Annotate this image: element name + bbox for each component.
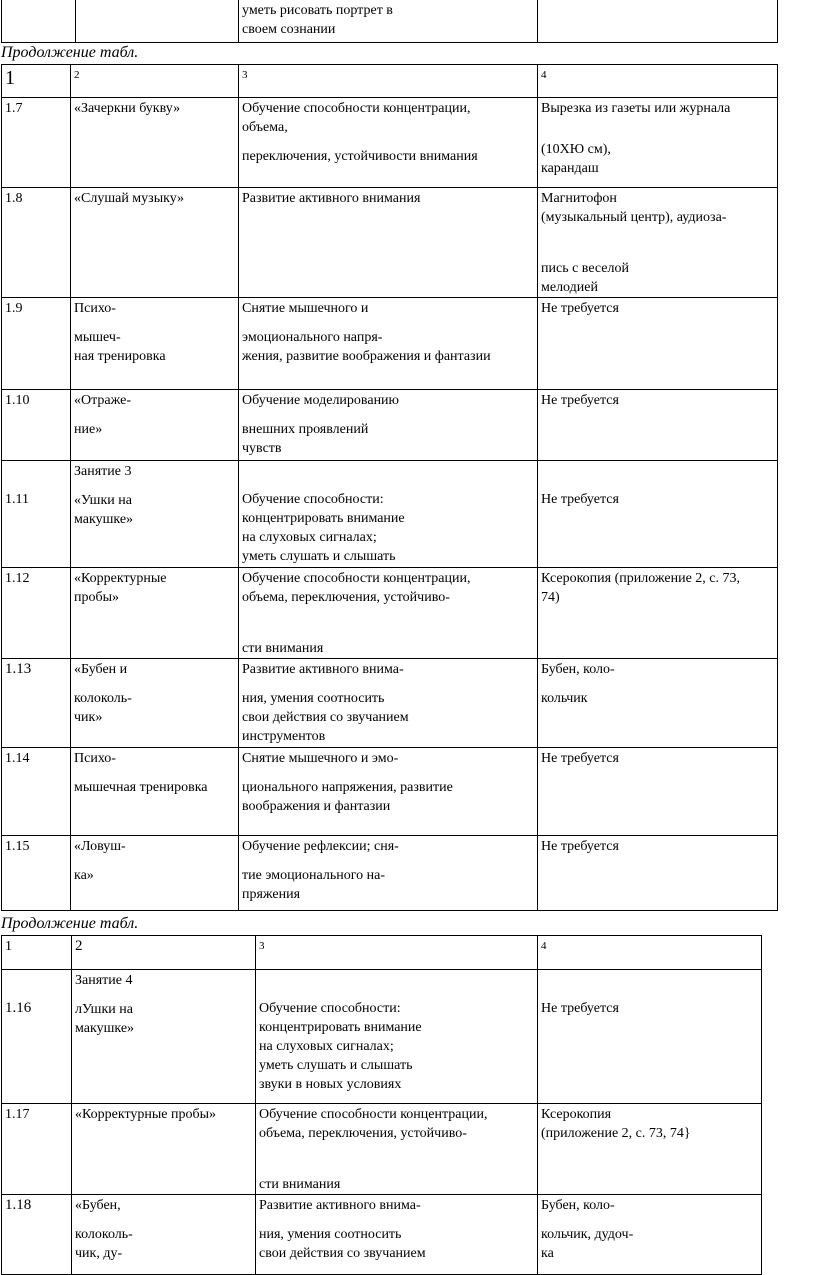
goal-text: переключения, устойчивости внимания — [242, 149, 478, 164]
goal-text: Снятие мышечного и — [242, 301, 369, 316]
row-number: 1.7 — [5, 101, 23, 116]
row-number: 1.12 — [5, 571, 30, 586]
cell-materials — [538, 298, 778, 390]
materials-text: кольчик, дудоч- — [541, 1227, 634, 1242]
goal-text: на слуховых сигналах; — [259, 1039, 394, 1054]
materials-text: Не требуется — [541, 839, 619, 854]
cell-name — [71, 188, 239, 298]
header-cell — [538, 65, 778, 98]
materials-text: Бубен, коло- — [541, 1198, 615, 1213]
goal-text: пряжения — [242, 887, 301, 902]
header-text: 4 — [541, 69, 547, 81]
goal-text: Обучение способности концентрации, — [259, 1107, 488, 1122]
goal-text: сти внимания — [242, 641, 324, 656]
activity-name: ние» — [74, 422, 103, 437]
header-cell — [2, 936, 72, 970]
table-row — [2, 836, 778, 911]
cell-goal — [239, 836, 538, 911]
table-continuation-caption: Продолжение табл. — [1, 44, 139, 61]
cell-name — [71, 461, 239, 568]
lesson-label: Занятие 3 — [74, 464, 132, 479]
activity-name: «Отраже- — [74, 393, 131, 408]
cell-goal — [239, 0, 538, 43]
cell-num — [2, 98, 71, 188]
cell-name — [71, 748, 239, 836]
row-number: 1.15 — [5, 839, 30, 854]
cell-materials — [538, 748, 778, 836]
materials-text: карандаш — [541, 161, 599, 176]
materials-text: (10ХЮ см), — [541, 142, 611, 157]
goal-text: эмоционального напря- — [242, 330, 383, 345]
cell-goal — [239, 188, 538, 298]
cell-materials — [538, 98, 778, 188]
goal-text: ционального напряжения, развитие — [242, 780, 453, 795]
cell-num — [2, 970, 72, 1104]
header-text: 4 — [541, 940, 547, 952]
materials-text: Бубен, коло- — [541, 662, 615, 677]
table-row — [2, 1195, 762, 1275]
row-number: 1.16 — [5, 1000, 32, 1016]
activity-name: Психо- — [74, 301, 116, 316]
cell-text: своем сознании — [242, 22, 336, 37]
cell-name — [71, 568, 239, 659]
table-continuation-caption: Продолжение табл. — [1, 915, 139, 932]
materials-text: Ксерокопия — [541, 1107, 612, 1122]
table-row — [2, 659, 778, 748]
goal-text: Снятие мышечного и эмо- — [242, 751, 399, 766]
goal-text: тие эмоционального на- — [242, 868, 386, 883]
cell-materials — [538, 1195, 762, 1275]
materials-text: ка — [541, 1246, 554, 1261]
table-row — [2, 568, 778, 659]
goal-text: свои действия со звучанием — [259, 1246, 426, 1261]
activity-name: «Ловуш- — [74, 839, 126, 854]
cell-num — [2, 188, 71, 298]
goal-text: Развитие активного внима- — [242, 662, 404, 677]
goal-text: ния, умения соотносить — [242, 691, 385, 706]
materials-text: Не требуется — [541, 1001, 619, 1016]
materials-text: Не требуется — [541, 492, 619, 507]
table-header-row — [2, 65, 778, 98]
goal-text: ния, умения соотносить — [259, 1227, 402, 1242]
cell-name — [71, 836, 239, 911]
activity-name: макушке» — [74, 512, 134, 527]
activity-name: «Ушки на — [74, 493, 132, 508]
header-text: 1 — [5, 67, 15, 89]
row-number: 1.17 — [5, 1107, 30, 1122]
cell-materials — [538, 0, 778, 43]
table-row — [2, 748, 778, 836]
cell-num — [2, 836, 71, 911]
cell-text: уметь рисовать портрет в — [242, 3, 393, 18]
cell-name — [71, 98, 239, 188]
cell-materials — [538, 568, 778, 659]
cell-goal — [239, 659, 538, 748]
cell-goal — [239, 461, 538, 568]
header-text: 1 — [5, 939, 12, 954]
activities-table-2 — [1, 935, 762, 1275]
cell-name — [71, 298, 239, 390]
goal-text: уметь слушать и слышать — [242, 549, 396, 564]
header-cell — [538, 936, 762, 970]
materials-text: Не требуется — [541, 393, 619, 408]
goal-text: уметь слушать и слышать — [259, 1058, 413, 1073]
cell-materials — [538, 659, 778, 748]
row-number: 1.8 — [5, 191, 23, 206]
cell-name — [72, 1104, 256, 1195]
goal-text: объема, переключения, устойчиво- — [242, 590, 450, 605]
cell-goal — [256, 1104, 538, 1195]
goal-text: Развитие активного внимания — [242, 191, 421, 206]
goal-text: чувств — [242, 441, 282, 456]
cell-name — [72, 1195, 256, 1275]
goal-text: внешних проявлений — [242, 422, 369, 437]
activity-name: ная тренировка — [74, 349, 166, 364]
cell-name — [71, 659, 239, 748]
table-row — [2, 461, 778, 568]
activity-name: колоколь- — [74, 691, 132, 706]
cell-num — [2, 298, 71, 390]
cell-materials — [538, 461, 778, 568]
goal-text: объема, переключения, устойчиво- — [259, 1126, 467, 1141]
cell-materials — [538, 188, 778, 298]
row-number: 1.13 — [5, 661, 32, 677]
lesson-label: Занятие 4 — [75, 973, 133, 988]
cell-goal — [239, 390, 538, 461]
activity-name: «Слушай музыку» — [74, 191, 185, 206]
goal-text: на слуховых сигналах; — [242, 530, 377, 545]
goal-text: звуки в новых условиях — [259, 1077, 402, 1092]
activity-name: пробы» — [74, 590, 120, 605]
row-number: 1.14 — [5, 751, 30, 766]
cell-goal — [239, 568, 538, 659]
table-row — [2, 0, 778, 43]
goal-text: сти внимания — [259, 1177, 341, 1192]
goal-text: объема, — [242, 120, 288, 135]
cell-name — [72, 970, 256, 1104]
header-text: 2 — [74, 69, 80, 81]
row-number: 1.10 — [5, 393, 30, 408]
table-header-row — [2, 936, 762, 970]
header-cell — [239, 65, 538, 98]
top-fragment-table — [1, 0, 778, 43]
cell-goal — [239, 98, 538, 188]
activity-name: «Корректурные пробы» — [75, 1107, 217, 1122]
table-row — [2, 970, 762, 1104]
table-row — [2, 298, 778, 390]
materials-text: Магнитофон — [541, 191, 617, 206]
materials-text: (приложение 2, с. 73, 74} — [541, 1126, 691, 1141]
goal-text: концентрировать внимание — [259, 1020, 422, 1035]
materials-text: Не требуется — [541, 301, 619, 316]
materials-text: пись с веселой — [541, 261, 629, 276]
goal-text: концентрировать внимание — [242, 511, 405, 526]
header-cell — [256, 936, 538, 970]
activity-name: чик, ду- — [75, 1246, 123, 1261]
activity-name: Психо- — [74, 751, 116, 766]
goal-text: Обучение рефлексии; сня- — [242, 839, 399, 854]
cell-materials — [538, 970, 762, 1104]
activity-name: мышечная тренировка — [74, 780, 208, 795]
goal-text: Развитие активного внима- — [259, 1198, 421, 1213]
activity-name: лУшки на — [75, 1002, 133, 1017]
goal-text: Обучение способности концентрации, — [242, 101, 471, 116]
header-cell — [2, 65, 71, 98]
activity-name: ка» — [74, 868, 94, 883]
goal-text: жения, развитие воображения и фантазии — [242, 349, 491, 364]
cell-goal — [239, 298, 538, 390]
table-row — [2, 188, 778, 298]
cell-num — [2, 659, 71, 748]
cell-materials — [538, 1104, 762, 1195]
activity-name: «Корректурные — [74, 571, 167, 586]
header-cell — [72, 936, 256, 970]
row-number: 1.11 — [5, 492, 29, 507]
activity-name: мышеч- — [74, 330, 121, 345]
goal-text: Обучение моделированию — [242, 393, 400, 408]
goal-text: воображения и фантазии — [242, 799, 391, 814]
goal-text: Обучение способности: — [242, 492, 384, 507]
cell-num — [2, 748, 71, 836]
goal-text: свои действия со звучанием — [242, 710, 409, 725]
cell-num — [2, 568, 71, 659]
goal-text: Обучение способности концентрации, — [242, 571, 471, 586]
cell-name — [76, 0, 239, 43]
activity-name: чик» — [74, 710, 103, 725]
cell-goal — [256, 1195, 538, 1275]
materials-text: кольчик — [541, 691, 588, 706]
table-row — [2, 98, 778, 188]
materials-text: 74) — [541, 590, 560, 605]
materials-text: Вырезка из газеты или журнала — [541, 101, 731, 116]
cell-name — [71, 390, 239, 461]
header-text: 3 — [242, 69, 248, 81]
header-text: 2 — [75, 938, 83, 954]
activities-table-1 — [1, 64, 778, 911]
activity-name: «Бубен и — [74, 662, 128, 677]
cell-materials — [538, 836, 778, 911]
materials-text: (музыкальный центр), аудиоза- — [541, 210, 727, 225]
row-number: 1.18 — [5, 1197, 32, 1213]
materials-text: Не требуется — [541, 751, 619, 766]
cell-num — [2, 461, 71, 568]
goal-text: инструментов — [242, 729, 326, 744]
table-row — [2, 390, 778, 461]
table-row — [2, 1104, 762, 1195]
cell-num — [2, 1104, 72, 1195]
materials-text: мелодией — [541, 280, 598, 295]
cell-materials — [538, 390, 778, 461]
activity-name: макушке» — [75, 1021, 135, 1036]
activity-name: «Бубен, — [75, 1198, 121, 1213]
header-cell — [71, 65, 239, 98]
cell-num — [2, 1195, 72, 1275]
row-number: 1.9 — [5, 301, 23, 316]
goal-text: Обучение способности: — [259, 1001, 401, 1016]
header-text: 3 — [259, 940, 265, 952]
cell-goal — [256, 970, 538, 1104]
activity-name: колоколь- — [75, 1227, 133, 1242]
cell-num — [2, 390, 71, 461]
cell-goal — [239, 748, 538, 836]
cell-num — [2, 0, 76, 43]
activity-name: «Зачеркни букву» — [74, 101, 181, 116]
materials-text: Ксерокопия (приложение 2, с. 73, — [541, 571, 741, 586]
